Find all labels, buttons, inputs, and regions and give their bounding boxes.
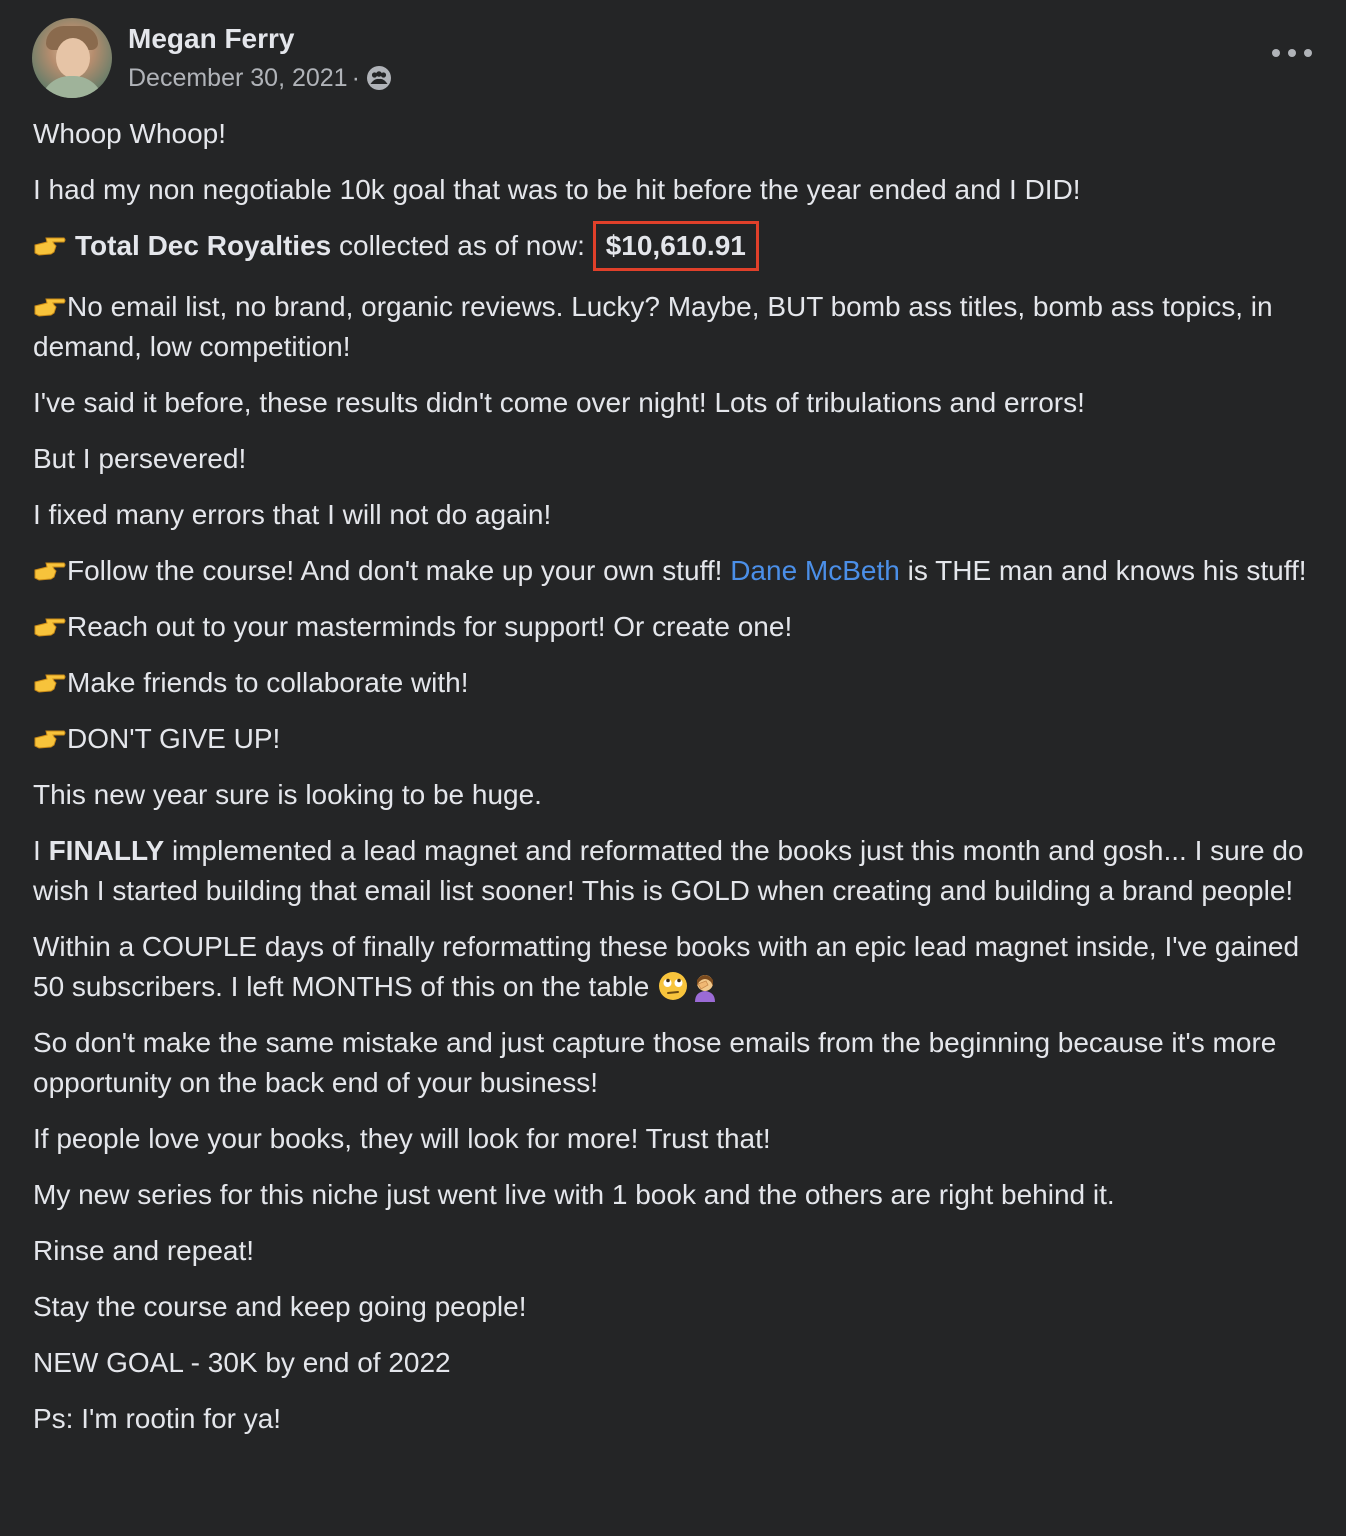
paragraph: Within a COUPLE days of finally reformatting these books with an epic lead magnet inside, I've gained 50 subscribers. I left MONTHS of this on the table (33, 931, 1300, 1002)
royalties-label: Total Dec Royalties (75, 230, 332, 261)
paragraph: DON'T GIVE UP! (33, 719, 1333, 759)
mention-link[interactable]: Dane McBeth (730, 555, 900, 586)
date-separator: · (351, 64, 360, 92)
paragraph: So don't make the same mistake and just capture those emails from the beginning because it's more opportunity on the back end of your business! (33, 1027, 1277, 1098)
more-options-icon[interactable] (1272, 40, 1312, 66)
group-icon (366, 65, 392, 91)
paragraph: I fixed many errors that I will not do again! (33, 499, 552, 530)
paragraph: No email list, no brand, organic reviews. Lucky? Maybe, BUT bomb ass titles, bomb ass topics, in demand, low competition! (33, 291, 1273, 362)
paragraph (33, 226, 1333, 271)
post-body (33, 114, 1333, 1455)
eye-roll-emoji-icon (657, 970, 689, 1002)
pointing-hand-icon (33, 669, 67, 697)
paragraph: Reach out to your masterminds for support! Or create one! (33, 607, 1333, 647)
paragraph: Follow the course! And don't make up your own stuff! Dane McBeth is THE man and knows his stuff! (33, 551, 1333, 591)
author-avatar[interactable] (32, 18, 112, 98)
author-name[interactable]: Megan Ferry (128, 23, 295, 54)
paragraph: My new series for this niche just went live with 1 book and the others are right behind it. (33, 1179, 1115, 1210)
post-meta (128, 20, 392, 96)
pointing-hand-icon (33, 293, 67, 321)
post-date[interactable]: December 30, 2021 (128, 64, 348, 92)
paragraph: If people love your books, they will look for more! Trust that! (33, 1123, 771, 1154)
paragraph: Stay the course and keep going people! (33, 1291, 527, 1322)
paragraph: But I persevered! (33, 443, 247, 474)
post-header (32, 18, 392, 98)
paragraph: I've said it before, these results didn't come over night! Lots of tribulations and errors! (33, 387, 1085, 418)
paragraph: Whoop Whoop! (33, 118, 226, 149)
paragraph: Make friends to collaborate with! (33, 663, 1333, 703)
pointing-hand-icon (33, 557, 67, 585)
royalties-text: collected as of now: (331, 230, 593, 261)
finally-bold: FINALLY (48, 835, 165, 866)
paragraph: I had my non negotiable 10k goal that was to be hit before the year ended and I DID! (33, 174, 1081, 205)
post-date-row (128, 60, 392, 96)
paragraph: I FINALLY implemented a lead magnet and reformatted the books just this month and gosh... I sure do wish I started building that email list sooner! This is GOLD when creating and building a brand people! (33, 835, 1304, 906)
paragraph: Ps: I'm rootin for ya! (33, 1403, 282, 1434)
pointing-hand-icon (33, 232, 67, 260)
royalties-amount: $10,610.91 (593, 221, 759, 271)
facepalm-emoji-icon (689, 970, 721, 1002)
paragraph: Rinse and repeat! (33, 1235, 255, 1266)
pointing-hand-icon (33, 725, 67, 753)
pointing-hand-icon (33, 613, 67, 641)
paragraph: This new year sure is looking to be huge. (33, 779, 542, 810)
paragraph: NEW GOAL - 30K by end of 2022 (33, 1347, 451, 1378)
